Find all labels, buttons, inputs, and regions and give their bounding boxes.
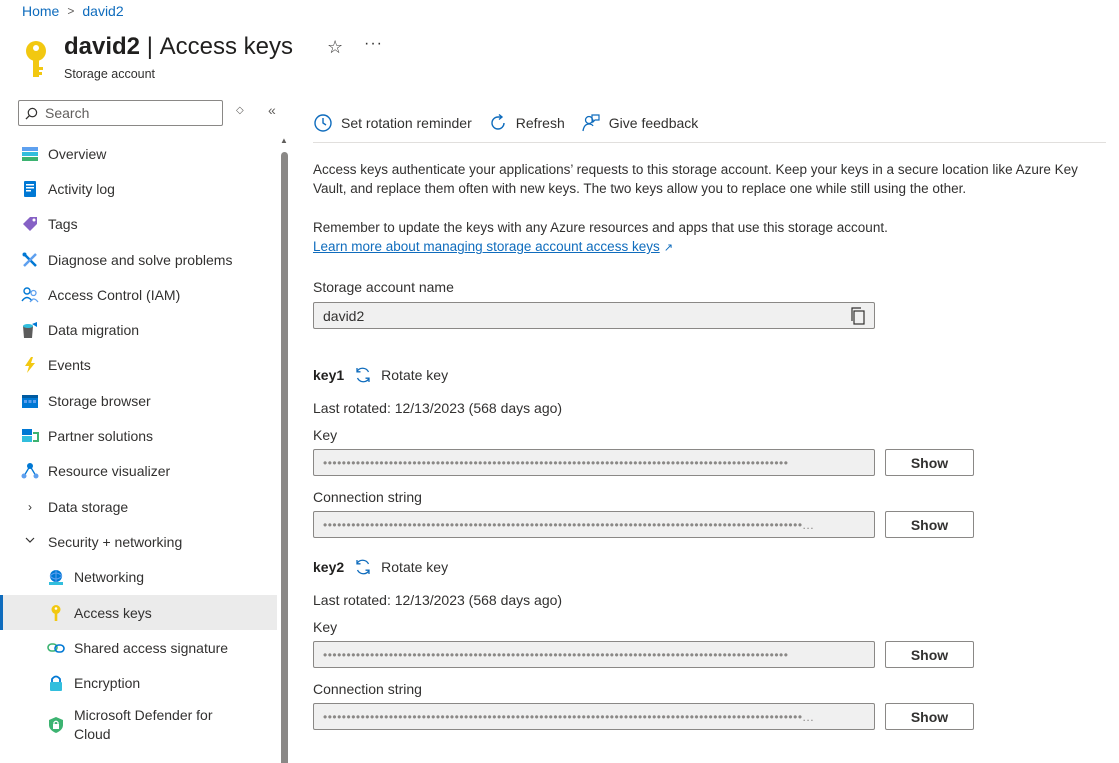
key2-connection-label: Connection string xyxy=(313,681,422,697)
key1-show-key-button[interactable]: Show xyxy=(885,449,974,476)
sidebar xyxy=(0,96,290,763)
learn-more-link[interactable]: Learn more about managing storage account access keys xyxy=(313,239,660,254)
key2-show-key-button[interactable]: Show xyxy=(885,641,974,668)
storage-browser-icon xyxy=(21,392,39,410)
key-icon xyxy=(22,39,50,79)
chevron-right-icon: › xyxy=(28,499,32,514)
link-icon xyxy=(47,639,65,657)
rotate-icon xyxy=(354,366,372,384)
key2-connection-value: ••••••••••••••••••••••••••••••••••••••••••••••••••••••••••••••••••••••••••••••••••••••••••••••••••••••... xyxy=(323,709,815,724)
sidebar-item-partner-solutions[interactable] xyxy=(0,418,277,453)
breadcrumb-separator: > xyxy=(67,4,75,18)
tools-icon xyxy=(21,251,39,269)
key2-name: key2 xyxy=(313,559,345,575)
breadcrumb xyxy=(22,3,124,19)
storage-account-name-label: Storage account name xyxy=(313,279,454,295)
refresh-button[interactable] xyxy=(488,113,565,133)
sort-icon[interactable]: ◇ xyxy=(236,105,244,116)
collapse-sidebar-icon[interactable]: « xyxy=(268,102,276,118)
toolbar-divider xyxy=(313,142,1106,143)
give-feedback-button[interactable] xyxy=(581,113,699,133)
sidebar-item-label: Shared access signature xyxy=(74,639,229,656)
sidebar-group-data-storage[interactable] xyxy=(0,489,277,524)
set-rotation-reminder-button[interactable] xyxy=(313,113,472,133)
sidebar-item-defender[interactable] xyxy=(0,701,277,749)
sidebar-item-shared-access-signature[interactable] xyxy=(0,630,277,665)
intro-text: Access keys authenticate your applications’ requests to this storage account. Keep your keys in a secure location like Azure Key Vault, and replace them often with new keys. The two keys allow you to replace one while still using the other. xyxy=(313,162,1078,196)
page-subtitle: Storage account xyxy=(64,67,156,81)
scroll-up-arrow-icon[interactable]: ▲ xyxy=(280,136,288,145)
sidebar-item-label: Events xyxy=(48,357,91,374)
key1-last-rotated: Last rotated: 12/13/2023 (568 days ago) xyxy=(313,400,563,416)
sidebar-item-data-migration[interactable] xyxy=(0,312,277,347)
breadcrumb-current-link[interactable]: david2 xyxy=(82,3,124,19)
activity-log-icon xyxy=(21,180,39,198)
sidebar-item-encryption[interactable] xyxy=(0,665,277,700)
favorite-star-icon[interactable]: ☆ xyxy=(327,37,344,57)
chevron-down-icon xyxy=(21,534,39,549)
sidebar-item-label: Encryption xyxy=(74,675,141,692)
sidebar-item-label: Microsoft Defender for Cloud xyxy=(74,706,213,742)
sidebar-item-label: Data migration xyxy=(48,322,140,339)
key2-rotate-button[interactable] xyxy=(354,558,448,576)
search-input[interactable] xyxy=(45,105,215,121)
overview-icon xyxy=(21,145,39,163)
sidebar-item-overview[interactable] xyxy=(0,136,277,171)
key1-rotate-label: Rotate key xyxy=(381,367,449,383)
page-header xyxy=(22,33,383,81)
key2-last-rotated: Last rotated: 12/13/2023 (568 days ago) xyxy=(313,592,563,608)
lightning-icon xyxy=(21,356,39,374)
storage-account-name-field[interactable] xyxy=(313,302,875,329)
key2-show-connection-button[interactable]: Show xyxy=(885,703,974,730)
main-content xyxy=(313,160,1106,258)
sidebar-item-label: Storage browser xyxy=(48,392,151,409)
sidebar-nav xyxy=(0,136,277,749)
sidebar-group-security-networking[interactable] xyxy=(0,524,277,559)
sidebar-item-tags[interactable] xyxy=(0,207,277,242)
tag-icon xyxy=(21,215,39,233)
refresh-label: Refresh xyxy=(515,115,565,131)
key2-rotate-label: Rotate key xyxy=(381,559,449,575)
people-icon xyxy=(21,286,39,304)
key1-key-field[interactable] xyxy=(313,449,875,476)
sidebar-item-storage-browser[interactable] xyxy=(0,383,277,418)
page-title-resource: david2 xyxy=(64,33,141,60)
sidebar-item-networking[interactable] xyxy=(0,560,277,595)
sidebar-item-activity-log[interactable] xyxy=(0,171,277,206)
reminder-text: Remember to update the keys with any Azure resources and apps that use this storage account. xyxy=(313,220,888,235)
key1-key-label: Key xyxy=(313,427,338,443)
sidebar-item-label: Diagnose and solve problems xyxy=(48,251,233,268)
page-title xyxy=(64,33,293,61)
breadcrumb-home-link[interactable]: Home xyxy=(22,3,60,19)
key2-heading xyxy=(313,558,448,576)
sidebar-item-events[interactable] xyxy=(0,348,277,383)
refresh-icon xyxy=(488,113,508,133)
key-icon xyxy=(47,604,65,622)
key2-key-label: Key xyxy=(313,619,338,635)
key2-key-value: ••••••••••••••••••••••••••••••••••••••••••••••••••••••••••••••••••••••••••••••••••••••••••••••••••• xyxy=(323,647,789,662)
data-migration-icon xyxy=(21,321,39,339)
key2-connection-field[interactable] xyxy=(313,703,875,730)
scrollbar-thumb[interactable] xyxy=(281,152,288,763)
command-bar xyxy=(313,108,714,138)
sidebar-item-label: Networking xyxy=(74,569,145,586)
sidebar-item-iam[interactable] xyxy=(0,277,277,312)
shield-icon xyxy=(47,716,65,734)
more-options-icon[interactable]: ··· xyxy=(364,35,383,52)
partner-icon xyxy=(21,427,39,445)
lock-icon xyxy=(47,674,65,692)
key1-connection-field[interactable] xyxy=(313,511,875,538)
set-rotation-reminder-label: Set rotation reminder xyxy=(341,115,472,131)
visualizer-icon xyxy=(21,462,39,480)
key1-connection-value: ••••••••••••••••••••••••••••••••••••••••••••••••••••••••••••••••••••••••••••••••••••••••••••••••••••••... xyxy=(323,517,815,532)
give-feedback-label: Give feedback xyxy=(608,115,699,131)
sidebar-item-label: Data storage xyxy=(48,498,129,515)
external-link-icon: ↗ xyxy=(663,242,673,254)
networking-icon xyxy=(47,568,65,586)
sidebar-item-resource-visualizer[interactable] xyxy=(0,454,277,489)
key1-show-connection-button[interactable]: Show xyxy=(885,511,974,538)
rotate-icon xyxy=(354,558,372,576)
key2-key-field[interactable] xyxy=(313,641,875,668)
sidebar-item-label: Resource visualizer xyxy=(48,463,171,480)
key1-rotate-button[interactable] xyxy=(354,366,448,384)
sidebar-item-label: Activity log xyxy=(48,180,115,197)
page-title-divider: | xyxy=(146,33,153,60)
key1-key-value: ••••••••••••••••••••••••••••••••••••••••••••••••••••••••••••••••••••••••••••••••••••••••••••••••••• xyxy=(323,455,789,470)
feedback-icon xyxy=(581,113,601,133)
sidebar-item-access-keys[interactable] xyxy=(0,595,277,630)
copy-icon[interactable] xyxy=(850,307,866,325)
sidebar-item-label: Security + networking xyxy=(48,533,183,550)
sidebar-item-label: Access keys xyxy=(74,604,152,621)
sidebar-item-label: Overview xyxy=(48,145,107,162)
sidebar-scrollbar[interactable] xyxy=(279,136,289,763)
sidebar-item-label: Access Control (IAM) xyxy=(48,286,181,303)
sidebar-item-label: Tags xyxy=(48,216,78,233)
sidebar-item-label: Partner solutions xyxy=(48,428,154,445)
search-icon xyxy=(25,107,38,120)
key1-name: key1 xyxy=(313,367,345,383)
storage-account-name-value: david2 xyxy=(323,307,365,324)
sidebar-search[interactable] xyxy=(18,100,223,126)
sidebar-item-diagnose[interactable] xyxy=(0,242,277,277)
key1-connection-label: Connection string xyxy=(313,489,422,505)
clock-icon xyxy=(313,113,333,133)
key1-heading xyxy=(313,366,448,384)
page-title-page: Access keys xyxy=(159,33,293,60)
